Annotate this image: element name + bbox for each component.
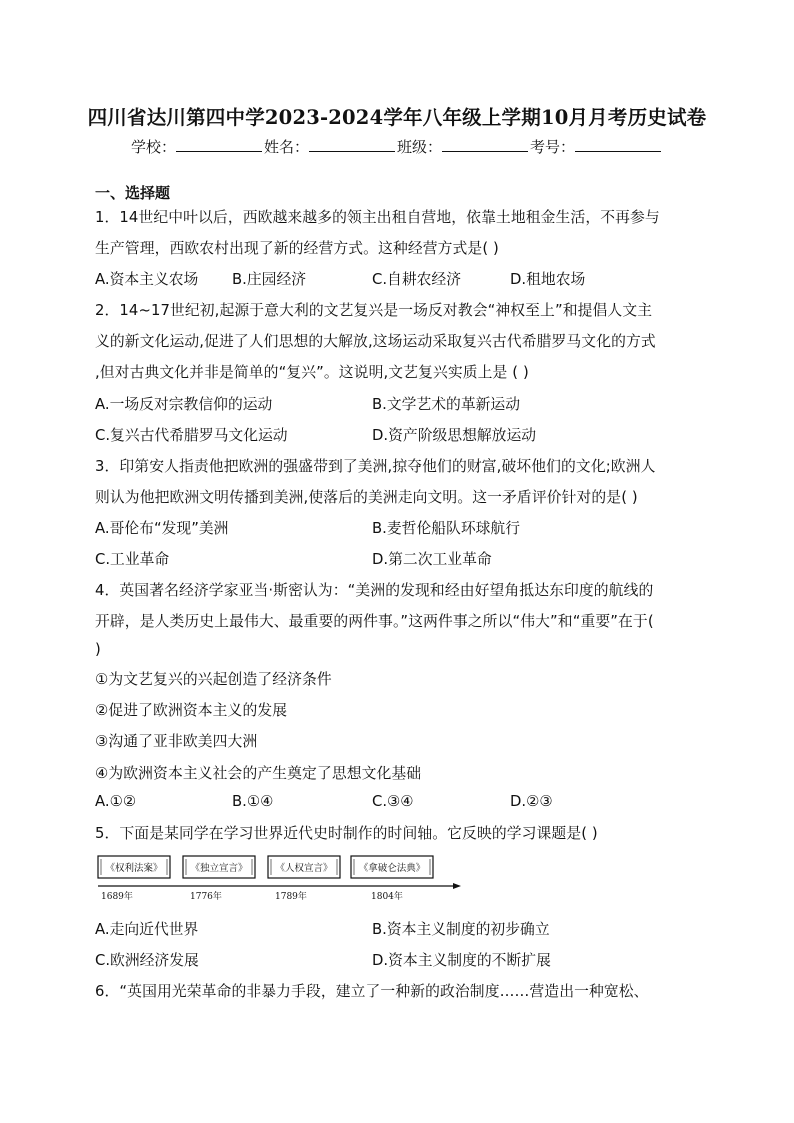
q4-line-2: 开辟，是人类历史上最伟大、最重要的两件事。”这两件事之所以“伟大”和“重要”在于( (95, 613, 654, 630)
q3-option-b: B.麦哲伦船队环球航行 (372, 520, 521, 537)
q2-option-d: D.资产阶级思想解放运动 (372, 427, 537, 444)
timeline-event-2-label: 《独立宣言》 (190, 863, 248, 874)
q5-timeline (95, 852, 465, 902)
q1-option-b: B.庄园经济 (232, 271, 307, 288)
q5-option-b: B.资本主义制度的初步确立 (372, 921, 550, 938)
q4-line-1: 4．英国著名经济学家亚当·斯密认为：“美洲的发现和经由好望角抵达东印度的航线的 (95, 582, 654, 599)
q1-line-1: 1．14世纪中叶以后，西欧越来越多的领主出租自营地，依靠土地租金生活，不再参与 (95, 209, 660, 226)
school-label: 学校： (130, 138, 176, 156)
timeline-event-3-label: 《人权宣言》 (275, 863, 333, 874)
exam-no-label: 考号： (530, 138, 576, 156)
timeline-year-3: 1789年 (275, 892, 307, 902)
timeline-event-1-label: 《权利法案》 (105, 863, 163, 874)
timeline-event-1 (98, 856, 170, 878)
q2-line-3: ,但对古典文化并非是简单的“复兴”。这说明,文艺复兴实质上是 ( ) (95, 364, 529, 381)
q4-option-d: D.②③ (510, 793, 553, 810)
q4-statement-3: ③沟通了亚非欧美四大洲 (95, 733, 258, 750)
q4-option-c: C.③④ (372, 793, 414, 810)
q4-option-b: B.①④ (232, 793, 274, 810)
q2-option-b: B.文学艺术的革新运动 (372, 396, 521, 413)
timeline-svg (95, 852, 465, 902)
q4-statement-1: ①为文艺复兴的兴起创造了经济条件 (95, 671, 332, 688)
timeline-year-2: 1776年 (190, 892, 222, 902)
q2-option-a: A.一场反对宗教信仰的运动 (95, 396, 273, 413)
q2-line-1: 2．14~17世纪初,起源于意大利的文艺复兴是一场反对教会“神权至上”和提倡人文主 (95, 302, 653, 319)
timeline-event-2 (183, 856, 255, 878)
name-blank[interactable] (309, 138, 395, 152)
name-label: 姓名： (263, 138, 309, 156)
q1-option-d: D.租地农场 (510, 271, 586, 288)
q1-option-c: C.自耕农经济 (372, 271, 462, 288)
q4-option-a: A.①② (95, 793, 137, 810)
timeline-event-4-label: 《拿破仑法典》 (358, 863, 426, 874)
q3-line-1: 3．印第安人指责他把欧洲的强盛带到了美洲,掠夺他们的财富,破坏他们的文化;欧洲人 (95, 458, 656, 475)
q5-line-1: 5．下面是某同学在学习世界近代史时制作的时间轴。它反映的学习课题是( ) (95, 825, 598, 842)
timeline-year-1: 1689年 (101, 892, 133, 902)
exam-title: 四川省达川第四中学2023-2024学年八年级上学期10月月考历史试卷 (87, 106, 707, 129)
q5-option-d: D.资本主义制度的不断扩展 (372, 952, 551, 969)
q4-line-3: ) (95, 641, 101, 658)
q5-option-a: A.走向近代世界 (95, 921, 199, 938)
timeline-year-4: 1804年 (371, 892, 403, 902)
q5-option-c: C.欧洲经济发展 (95, 952, 199, 969)
q3-option-a: A.哥伦布“发现”美洲 (95, 520, 229, 537)
timeline-arrow-icon (453, 883, 461, 889)
section-title: 一、选择题 (95, 184, 171, 202)
class-blank[interactable] (442, 138, 528, 152)
q1-option-a: A.资本主义农场 (95, 271, 199, 288)
q2-option-c: C.复兴古代希腊罗马文化运动 (95, 427, 288, 444)
student-info-row (0, 136, 794, 157)
timeline-event-3 (268, 856, 340, 878)
school-blank[interactable] (176, 138, 262, 152)
q4-statement-2: ②促进了欧洲资本主义的发展 (95, 702, 288, 719)
q3-line-2: 则认为他把欧洲文明传播到美洲,使落后的美洲走向文明。这一矛盾评价针对的是( ) (95, 489, 638, 506)
timeline-event-4 (351, 856, 433, 878)
q2-line-2: 义的新文化运动,促进了人们思想的大解放,这场运动采取复兴古代希腊罗马文化的方式 (95, 333, 656, 350)
q6-line-1: 6．“英国用光荣革命的非暴力手段，建立了一种新的政治制度……营造出一种宽松、 (95, 983, 649, 1000)
exam-no-blank[interactable] (575, 138, 661, 152)
class-label: 班级： (397, 138, 443, 156)
q3-option-d: D.第二次工业革命 (372, 551, 492, 568)
q1-line-2: 生产管理，西欧农村出现了新的经营方式。这种经营方式是( ) (95, 240, 499, 257)
q3-option-c: C.工业革命 (95, 551, 170, 568)
q4-statement-4: ④为欧洲资本主义社会的产生奠定了思想文化基础 (95, 765, 422, 782)
